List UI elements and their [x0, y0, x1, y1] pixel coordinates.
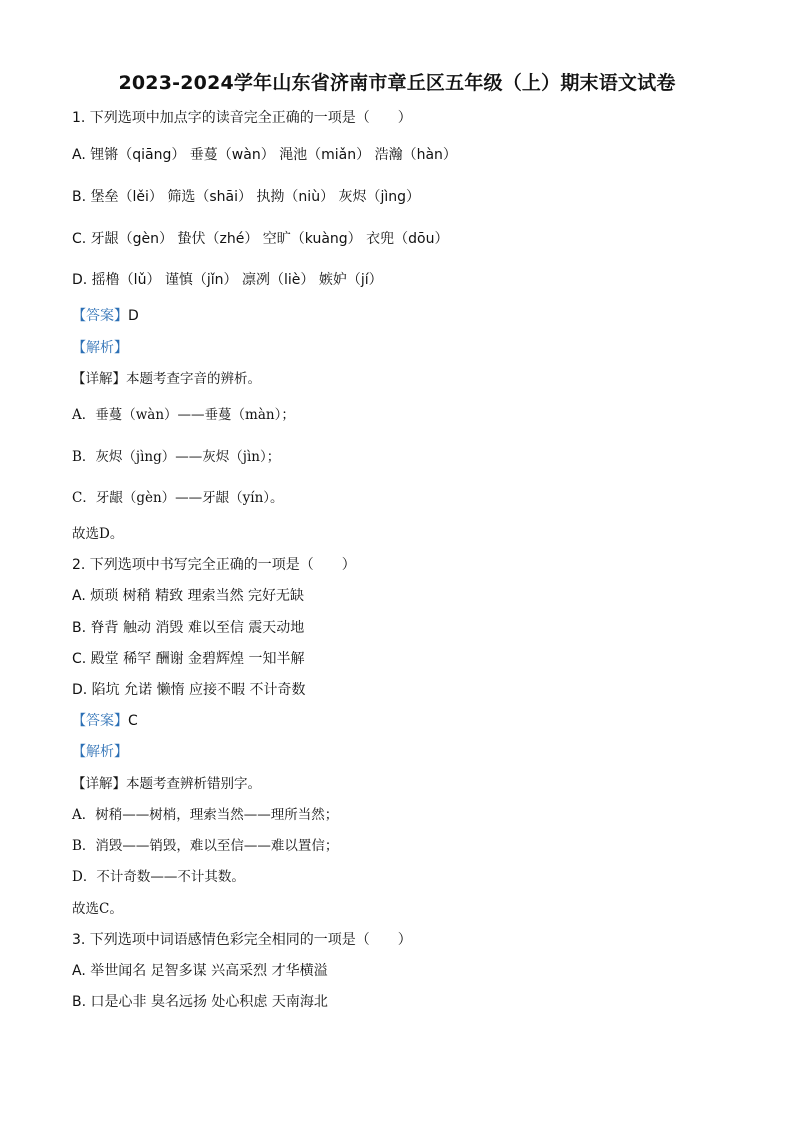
question-1-correction-c: C．牙龈（gèn）——牙龈（yín）。 — [72, 490, 284, 506]
question-1-stem: 1. 下列选项中加点字的读音完全正确的一项是（ ） — [72, 110, 412, 126]
answer-value: C — [128, 713, 138, 729]
question-2-answer — [72, 711, 138, 731]
question-2-conclusion: 故选C。 — [72, 901, 123, 917]
question-2-option-a: A. 烦琐 树稍 精致 理索当然 完好无缺 — [72, 588, 305, 604]
question-2-option-d: D. 陷坑 允诺 懒惰 应接不暇 不计奇数 — [72, 682, 306, 698]
question-2-correction-a: A．树稍——树梢，理索当然——理所当然； — [72, 807, 339, 823]
page-title: 2023-2024学年山东省济南市章丘区五年级（上）期末语文试卷 — [118, 72, 676, 94]
question-2-analysis-label — [72, 742, 128, 762]
question-1-option-d: D. 摇橹（lǔ） 谨慎（jǐn） 凛冽（liè） 嫉妒（jí） — [72, 272, 383, 288]
question-2-correction-b: B．消毁——销毁，难以至信——难以置信； — [72, 838, 339, 854]
analysis-label: 【解析】 — [72, 340, 128, 356]
question-1-answer — [72, 306, 139, 326]
answer-value: D — [128, 308, 139, 324]
question-3-stem: 3. 下列选项中词语感情色彩完全相同的一项是（ ） — [72, 932, 412, 948]
question-2-option-c: C. 殿堂 稀罕 酬谢 金碧辉煌 一知半解 — [72, 651, 305, 667]
question-1-correction-a: A．垂蔓（wàn）——垂蔓（màn）； — [72, 407, 295, 423]
question-1-analysis-label — [72, 338, 128, 358]
question-1-option-c: C. 牙龈（gèn） 蛰伏（zhé） 空旷（kuàng） 衣兜（dōu） — [72, 231, 449, 247]
question-2-detail: 【详解】本题考查辨析错别字。 — [72, 776, 261, 792]
question-1-detail: 【详解】本题考查字音的辨析。 — [72, 371, 261, 387]
question-1-option-b: B. 堡垒（lěi） 筛选（shāi） 执拗（niù） 灰烬（jìng） — [72, 189, 421, 205]
answer-label: 【答案】 — [72, 308, 128, 324]
question-2-option-b: B. 脊背 触动 消毁 难以至信 震天动地 — [72, 620, 305, 636]
answer-label: 【答案】 — [72, 713, 128, 729]
question-3-option-a: A. 举世闻名 足智多谋 兴高采烈 才华横溢 — [72, 963, 328, 979]
question-3-option-b: B. 口是心非 臭名远扬 处心积虑 天南海北 — [72, 994, 328, 1010]
question-2-correction-d: D．不计奇数——不计其数。 — [72, 869, 245, 885]
question-1-correction-b: B．灰烬（jìng）——灰烬（jìn）； — [72, 449, 281, 465]
question-2-stem: 2. 下列选项中书写完全正确的一项是（ ） — [72, 557, 356, 573]
analysis-label: 【解析】 — [72, 744, 128, 760]
question-1-conclusion: 故选D。 — [72, 526, 124, 542]
question-1-option-a: A. 锂锵（qiāng） 垂蔓（wàn） 渑池（miǎn） 浩瀚（hàn） — [72, 147, 457, 163]
